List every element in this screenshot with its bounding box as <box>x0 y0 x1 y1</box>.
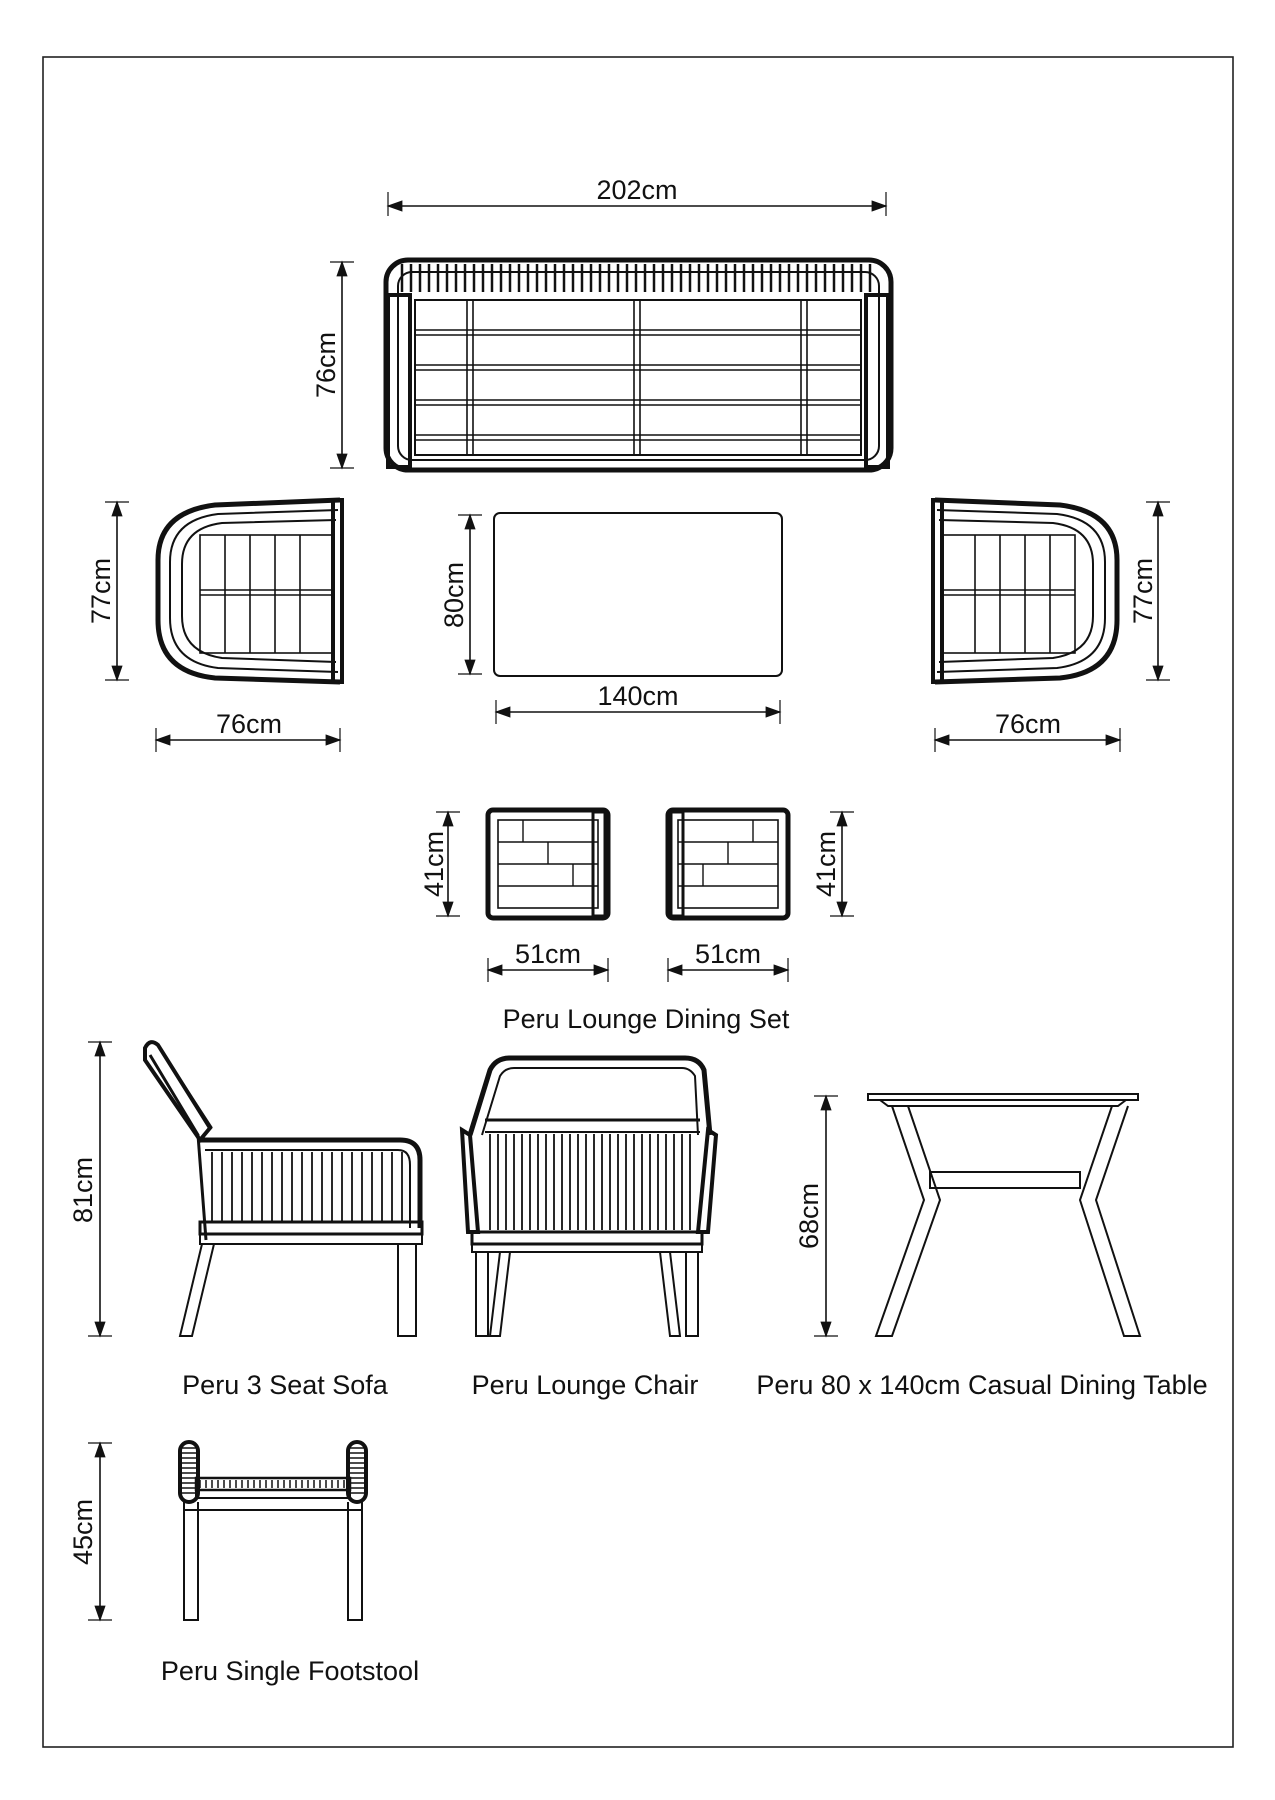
chair-left-top-view <box>158 500 342 682</box>
stool-right-width-label: 51cm <box>694 939 762 969</box>
caption-lounge-dining-set: Peru Lounge Dining Set <box>502 1004 790 1034</box>
stool-left-depth-label: 41cm <box>419 830 449 898</box>
chair-left-width-label: 76cm <box>215 709 283 739</box>
dining-table-side-view <box>868 1094 1140 1336</box>
caption-dining-table: Peru 80 x 140cm Casual Dining Table <box>756 1370 1208 1400</box>
table-height-label: 68cm <box>794 1182 824 1250</box>
footstool-front-view <box>180 1442 366 1620</box>
chair-left-depth-label: 77cm <box>86 557 116 625</box>
page-frame <box>43 57 1233 1747</box>
stool-right-depth-label: 41cm <box>811 830 841 898</box>
table-top-view <box>494 513 782 676</box>
chair-right-depth-label: 77cm <box>1128 557 1158 625</box>
caption-footstool: Peru Single Footstool <box>160 1656 420 1686</box>
stool-left-top-view <box>488 810 608 918</box>
sofa-top-view <box>386 260 891 470</box>
stool-left-width-label: 51cm <box>514 939 582 969</box>
chair-right-width-label: 76cm <box>994 709 1062 739</box>
sofa-height-label: 81cm <box>68 1156 98 1224</box>
table-depth-label: 80cm <box>439 561 469 629</box>
caption-sofa: Peru 3 Seat Sofa <box>182 1370 388 1400</box>
chair-right-top-view <box>933 500 1117 682</box>
footstool-height-label: 45cm <box>68 1498 98 1566</box>
sofa-width-label: 202cm <box>596 175 678 205</box>
lounge-chair-front-view <box>462 1058 716 1336</box>
caption-lounge-chair: Peru Lounge Chair <box>471 1370 699 1400</box>
sofa-side-view <box>145 1042 422 1336</box>
stool-right-top-view <box>668 810 788 918</box>
table-width-label: 140cm <box>597 681 679 711</box>
sofa-depth-label: 76cm <box>311 331 341 399</box>
